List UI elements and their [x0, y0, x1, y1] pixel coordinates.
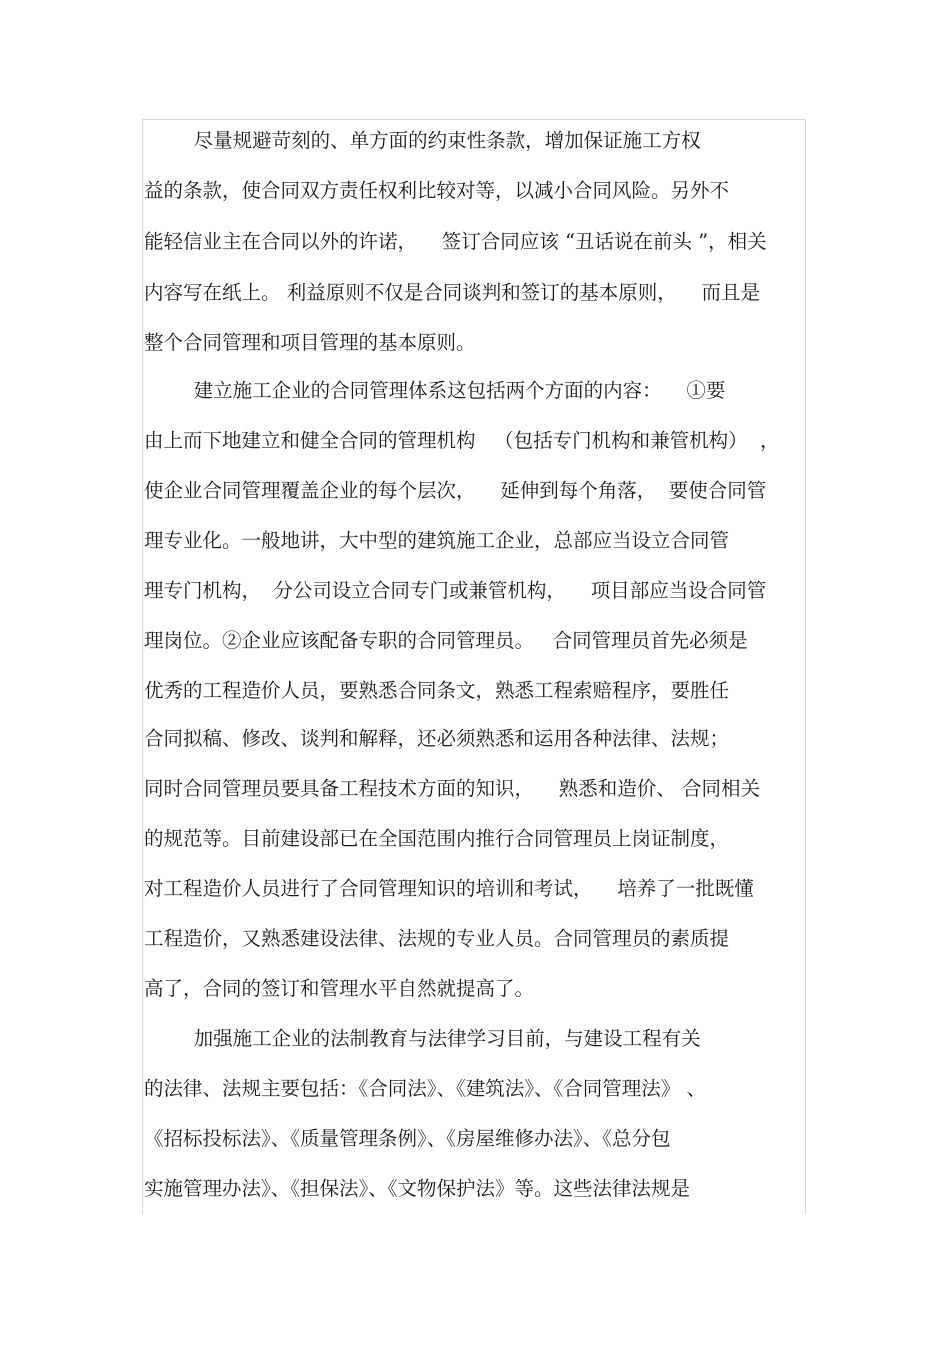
text-line: 内容写在纸上。 利益原则不仅是合同谈判和签订的基本原则， 而且是: [144, 281, 760, 304]
text-line: 对工程造价人员进行了合同管理知识的培训和考试， 培养了一批既懂: [144, 877, 754, 900]
text-line: 加强施工企业的法制教育与法律学习目前，与建设工程有关: [144, 1027, 701, 1050]
text-line: 《招标投标法》、《质量管理条例》、《房屋维修办法》、《总分包: [144, 1127, 671, 1150]
text-line: 理专门机构， 分公司设立合同专门或兼管机构， 项目部应当设合同管: [144, 579, 767, 602]
text-line: 益的条款，使合同双方责任权利比较对等，以减小合同风险。另外不: [144, 179, 730, 202]
text-line: 整个合同管理和项目管理的基本原则。: [144, 331, 476, 354]
text-line: 由上而下地建立和健全合同的管理机构 （包括专门机构和兼管机构） ，: [144, 429, 780, 452]
text-line: 合同拟稿、修改、谈判和解释，还必须熟悉和运用各种法律、法规；: [144, 727, 730, 750]
text-line: 理专业化。一般地讲，大中型的建筑施工企业，总部应当设立合同管: [144, 529, 730, 552]
text-line: 的法律、法规主要包括：《合同法》、《建筑法》、《合同管理法》 、: [144, 1077, 706, 1100]
text-line: 尽量规避苛刻的、单方面的约束性条款，增加保证施工方权: [144, 129, 701, 152]
text-line: 的规范等。目前建设部已在全国范围内推行合同管理员上岗证制度，: [144, 827, 730, 850]
text-line: 高了，合同的签订和管理水平自然就提高了。: [144, 977, 535, 1000]
text-line: 同时合同管理员要具备工程技术方面的知识， 熟悉和造价、 合同相关: [144, 777, 760, 800]
text-line: 优秀的工程造价人员，要熟悉合同条文，熟悉工程索赔程序，要胜任: [144, 679, 730, 702]
text-line: 理岗位。②企业应该配备专职的合同管理员。 合同管理员首先必须是: [144, 629, 748, 652]
text-line: 使企业合同管理覆盖企业的每个层次， 延伸到每个角落， 要使合同管: [144, 479, 767, 502]
text-line: 建立施工企业的合同管理体系这包括两个方面的内容： ①要: [144, 379, 726, 402]
text-line: 能轻信业主在合同以外的许诺， 签订合同应该 “丑话说在前头 ”，相关: [144, 230, 767, 253]
text-line: 工程造价，又熟悉建设法律、法规的专业人员。合同管理员的素质提: [144, 927, 730, 950]
text-line: 实施管理办法》、《担保法》、《文物保护法》等。这些法律法规是: [144, 1177, 691, 1200]
